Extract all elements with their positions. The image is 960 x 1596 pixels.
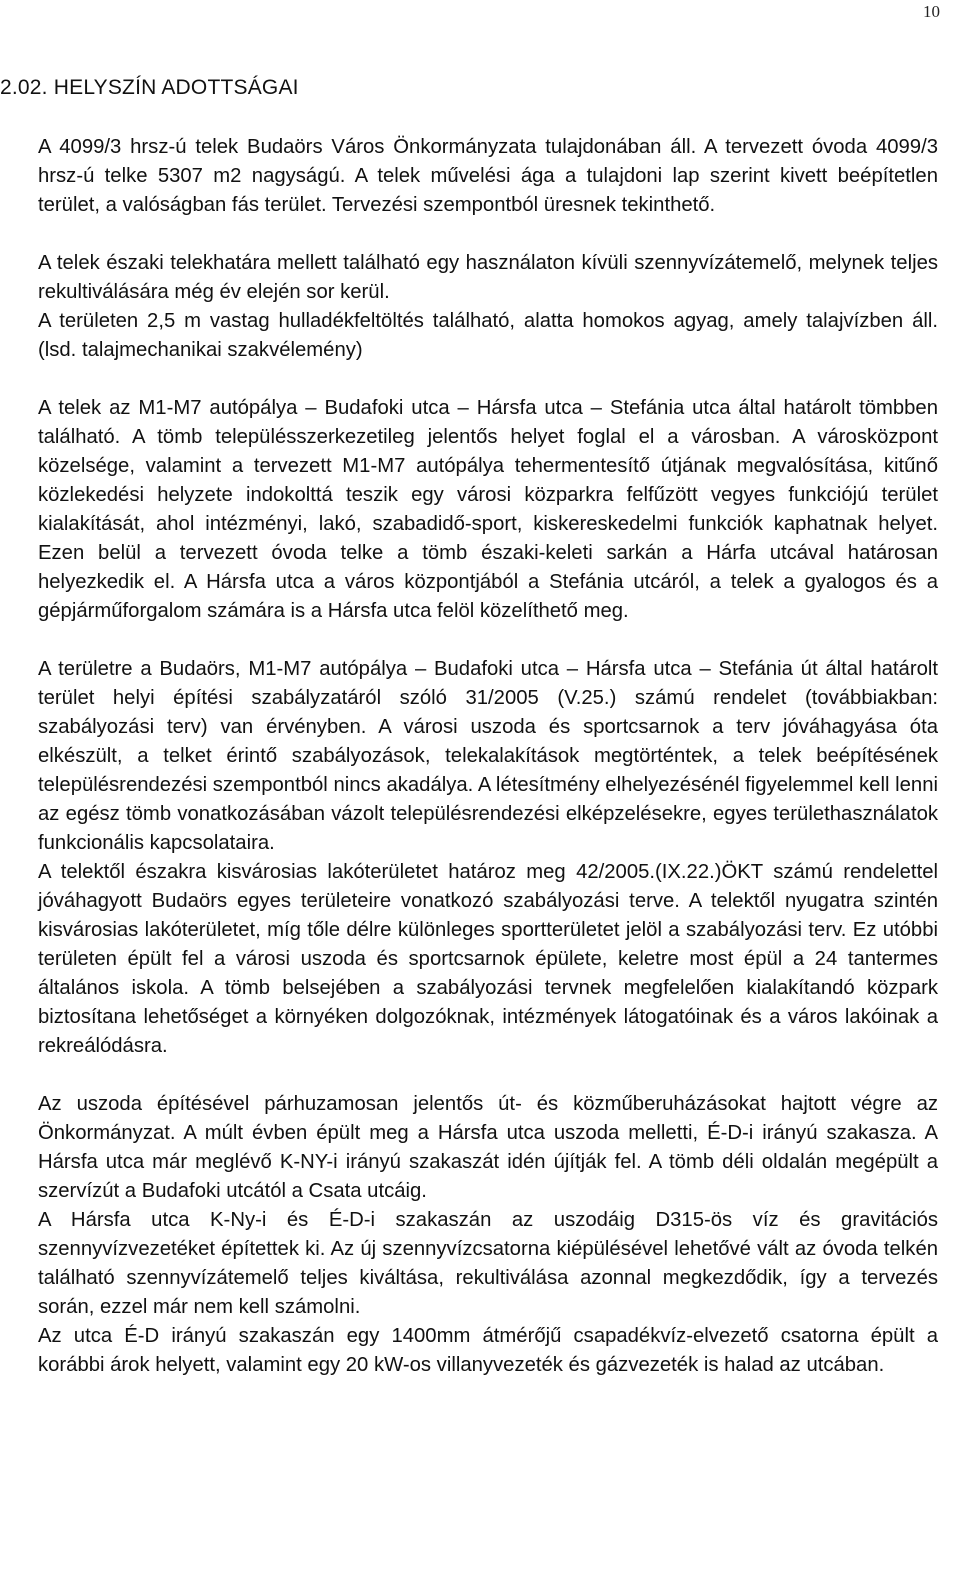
paragraph-regulation-plan: A területre a Budaörs, M1-M7 autópálya – Budafoki utca – Hársfa utca – Stefánia út által határolt terület helyi építési szabályzatáról szóló 31/2005 (V.25.) számú rendelet (továbbiakban: szabályozási terv) van érvényben. A városi uszoda és sportcsarnok a terv jóváhagyása óta elkészült, a telket érintő szabályozások, telekalakítások megtörténtek, a telek beépítésének településrendezési szempontból nincs akadálya. A létesítmény elhelyezésénél figyelemmel kell lenni az egész tömb vonatkozásában vázolt településrendezési elképzelésekre, egyes területhasználatok funkcionális kapcsolataira.: [38, 658, 938, 854]
section-heading: 2.02. HELYSZÍN ADOTTSÁGAI: [0, 76, 299, 99]
document-body: [38, 133, 938, 1380]
paragraph-storm-drain: Az utca É-D irányú szakaszán egy 1400mm átmérőjű csapadékvíz-elvezető csatorna épült a korábbi árok helyett, valamint egy 20 kW-os villanyvezeték és gázvezeték is halad az utcában.: [38, 1325, 938, 1376]
paragraph-plot-ownership: A 4099/3 hrsz-ú telek Budaörs Város Önkormányzata tulajdonában áll. A tervezett óvoda 4099/3 hrsz-ú telke 5307 m2 nagyságú. A telek művelési ága a tulajdoni lap szerint kivett beépítetlen terület, a valóságban fás terület. Tervezési szempontból üresnek tekinthető.: [38, 136, 938, 216]
paragraph-surrounding-zones: A telektől északra kisvárosias lakóterületet határoz meg 42/2005.(IX.22.)ÖKT számú rendelettel jóváhagyott Budaörs egyes területeire vonatkozó szabályozási terve. A telektől nyugatra szintén kisvárosias lakóterületet, míg tőle délre különleges sportterületet jelöl a szabályozási terv. Ez utóbbi területen épült fel a városi uszoda és sportcsarnok épülete, keletre most épül a 24 tantermes általános iskola. A tömb belsejében a szabályozási tervnek megfelelően kialakítandó közpark biztosítana lehetőséget a környéken dolgozóknak, intézmények látogatóinak és a város lakóinak a rekreálódásra.: [38, 861, 938, 1057]
paragraph-sewage-pump: A telek északi telekhatára mellett található egy használaton kívüli szennyvízátemelő, melynek teljes rekultiválására még év elején sor kerül.: [38, 252, 938, 303]
paragraph-utility-networks: A Hársfa utca K-Ny-i és É-D-i szakaszán az uszodáig D315-ös víz és gravitációs szennyvízvezetéket építettek ki. Az új szennyvízcsatorna kiépülésével lehetővé vált az óvoda telkén található szennyvízátemelő teljes kiváltása, rekultiválása azonnal megkezdődik, így a tervezés során, ezzel már nem kell számolni.: [38, 1209, 938, 1318]
paragraph-road-investments: Az uszoda építésével párhuzamosan jelentős út- és közműberuházásokat hajtott végre az Önkormányzat. A múlt évben épült meg a Hársfa utca uszoda melletti, É-D-i irányú szakasza. A Hársfa utca már meglévő K-NY-i irányú szakaszát idén újítják fel. A tömb déli oldalán megépült a szervízút a Budafoki utcától a Csata utcáig.: [38, 1093, 938, 1202]
paragraph-block-location: A telek az M1-M7 autópálya – Budafoki utca – Hársfa utca – Stefánia utca által határolt tömbben található. A tömb településszerkezetileg jelentős helyet foglal el a városban. A városközpont közelsége, valamint a tervezett M1-M7 autópálya tehermentesítő útjának megvalósítása, kitűnő közlekedési helyzete indokolttá teszik egy városi közparkra felfűzött vegyes funkciójú terület kialakítását, ahol intézményi, lakó, szabadidő-sport, kiskereskedelmi funkciók kaphatnak helyet. Ezen belül a tervezett óvoda telke a tömb északi-keleti sarkán a Hárfa utcával határosan helyezkedik el. A Hársfa utca a város központjából a Stefánia utcáról, a telek a gyalogos és a gépjárműforgalom számára is a Hársfa utca felöl közelíthető meg.: [38, 397, 938, 622]
page-number: 10: [923, 2, 940, 21]
paragraph-soil-conditions: A területen 2,5 m vastag hulladékfeltöltés található, alatta homokos agyag, amely talajvízben áll. (lsd. talajmechanikai szakvélemény): [38, 310, 938, 361]
